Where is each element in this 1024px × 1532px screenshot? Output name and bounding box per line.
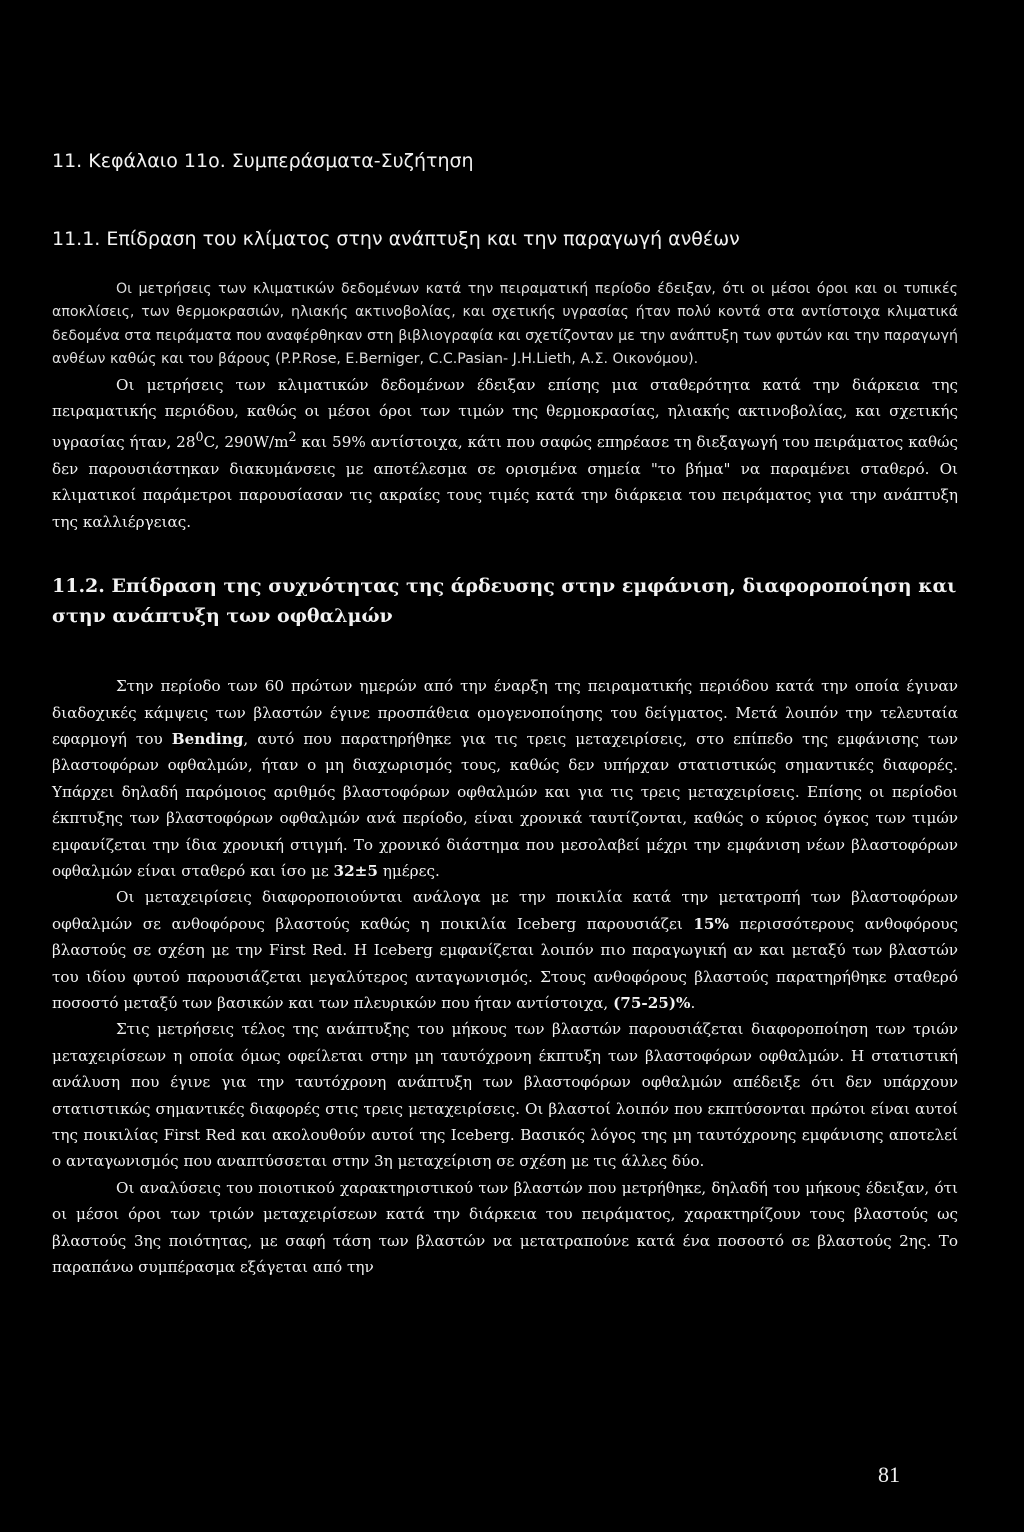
section2-p2-text-a: Οι μεταχειρίσεις διαφοροποιούνται ανάλογα με την ποικιλία κατά την μετατροπή των βλαστοφόρων οφθαλμών σε ανθοφόρους βλαστούς καθώς η ποικιλία Iceberg παρουσιάζει [52, 888, 958, 933]
section2-paragraph-2 [52, 884, 958, 1016]
section2-paragraph-3: Στις μετρήσεις τέλος της ανάπτυξης του μήκους των βλαστών παρουσιάζεται διαφοροποίηση των τριών μεταχειρίσεων η οποία όμως οφείλεται στην μη ταυτόχρονη έκπτυξη των βλαστοφόρων οφθαλμών. Η στατιστική ανάλυση που έγινε για την ταυτόχρονη ανάπτυξη των βλαστοφόρων οφθαλμών απέδειξε ότι δεν υπάρχουν στατιστικώς σημαντικές διαφορές στις τρεις μεταχειρίσεις. Οι βλαστοί λοιπόν που εκπτύσονται πρώτοι είναι αυτοί της ποικιλίας First Red και ακολουθούν αυτοί της Iceberg. Βασικός λόγος της μη ταυτόχρονης εμφάνισης αποτελεί ο ανταγωνισμός που αναπτύσσεται στην 3η μεταχείριση σε σχέση με τις άλλες δύο. [52, 1020, 958, 1171]
section2-p1-text-b: , αυτό που παρατηρήθηκε για τις τρεις μεταχειρίσεις, στο επίπεδο της εμφάνισης των βλαστοφόρων οφθαλμών, ήταν ο μη διαχωρισμός τους, καθώς δεν υπήρχαν στατιστικώς σημαντικές διαφορές. Υπάρχει δηλαδή παρόμοιος αριθμός βλαστοφόρων οφθαλμών και για τις τρεις μεταχειρίσεις. Επίσης οι περίοδοι έκπτυξης των βλαστοφόρων οφθαλμών ανά περίοδο, είναι χρονικά ταυτίζονται, καθώς ο κύριος όγκος των τιμών εμφανίζεται την ίδια χρονική στιγμή. Το χρονικό διάστημα που μεσολαβεί μέχρι την εμφάνιση νέων βλαστοφόρων οφθαλμών είναι σταθερό και ίσο με [52, 729, 959, 880]
section2-p1-text-a: Στην περίοδο των 60 πρώτων ημερών από την έναρξη της πειραματικής περιόδου κατά την οποία έγιναν διαδοχικές κάμψεις των βλαστών έγινε προσπάθεια ομογενοποίησης του δείγματος. Μετά λοιπόν την τελευταία εφαρμογή του [52, 677, 958, 748]
section1-paragraph-2 [52, 372, 958, 536]
percentage-value: 15% [693, 914, 729, 933]
section2-paragraph-1 [52, 673, 958, 884]
chapter-title: 11. Κεφάλαιο 11ο. Συμπεράσματα-Συζήτηση [52, 150, 474, 172]
section2-p2-text-c: . [690, 994, 696, 1012]
section2-p2-text-b: περισσότερους ανθοφόρους βλαστούς σε σχέση με την First Red. Η Iceberg εμφανίζεται λοιπόν πιο παραγωγική αν και μεταξύ των βλαστών του ιδίου φυτού παρουσιάζεται μεγαλύτερος ανταγωνισμός. Στους ανθοφόρους βλαστούς παρατηρήθηκε σταθερό ποσοστό μεταξύ των βασικών και των πλευρικών που ήταν αντίστοιχα, [52, 914, 958, 1012]
section1-p2-text-a: Οι μετρήσεις των κλιματικών δεδομένων έδειξαν επίσης μια σταθερότητα κατά την διάρκεια της πειραματικής περιόδου, καθώς οι μέσοι όροι των τιμών της θερμοκρασίας, ηλιακής ακτινοβολίας, και σχετικής υγρασίας ήταν, 28 [52, 375, 958, 452]
section1-p2-text-b: C, 290W/m [203, 433, 289, 452]
section2-paragraph-4: Οι αναλύσεις του ποιοτικού χαρακτηριστικού των βλαστών που μετρήθηκε, δηλαδή του μήκους έδειξαν, ότι οι μέσοι όροι των τριών μεταχειρίσεων κατά την διάρκεια του πειράματος, χαρακτηρίζουν τους βλαστούς ως βλαστούς 3ης ποιότητας, με σαφή τάση των βλαστών να μετατραπούνε κατά ένα ποσοστό σε βλαστούς 2ης. Το παραπάνω συμπέρασμα εξάγεται από την [52, 1178, 958, 1277]
days-interval-value: 32±5 [333, 861, 378, 880]
bending-term: Bending [171, 729, 244, 748]
squared-superscript: 2 [288, 429, 297, 445]
section2-p1-text-c: ημέρες. [377, 861, 440, 880]
document-page [52, 150, 958, 1280]
section-title-11-1: 11.1. Επίδραση του κλίματος στην ανάπτυξη και την παραγωγή ανθέων [52, 228, 740, 250]
degree-superscript: 0 [195, 429, 204, 445]
section-title-11-2: 11.2. Επίδραση της συχνότητας της άρδευσης στην εμφάνιση, διαφοροποίηση και στην ανάπτυξη των οφθαλμών [52, 575, 957, 628]
section1-p2-text-c: και 59% αντίστοιχα, κάτι που σαφώς επηρέασε τη διεξαγωγή του πειράματος καθώς δεν παρουσιάστηκαν διακυμάνσεις με αποτέλεσμα σε ορισμένα σημεία "το βήμα" να παραμένει σταθερό. Οι κλιματικοί παράμετροι παρουσίασαν τις ακραίες τους τιμές κατά την διάρκεια του πειράματος για την ανάπτυξη της καλλιέργειας. [52, 433, 958, 531]
section1-paragraph-1: Οι μετρήσεις των κλιματικών δεδομένων κατά την πειραματική περίοδο έδειξαν, ότι οι μέσοι όροι και οι τυπικές αποκλίσεις, των θερμοκρασιών, ηλιακής ακτινοβολίας, και σχετικής υγρασίας ήταν πολύ κοντά στα αντίστοιχα κλιματικά δεδομένα στα πειράματα που αναφέρθηκαν στη βιβλιογραφία και σχετίζονταν με την ανάπτυξη των φυτών και την παραγωγή ανθέων καθώς και του βάρους (P.P.Rose, E.Berniger, C.C.Pasian- J.H.Lieth, Α.Σ. Οικονόμου). [52, 281, 958, 368]
ratio-value: (75-25)% [613, 994, 691, 1012]
page-number: 81 [878, 1462, 900, 1487]
